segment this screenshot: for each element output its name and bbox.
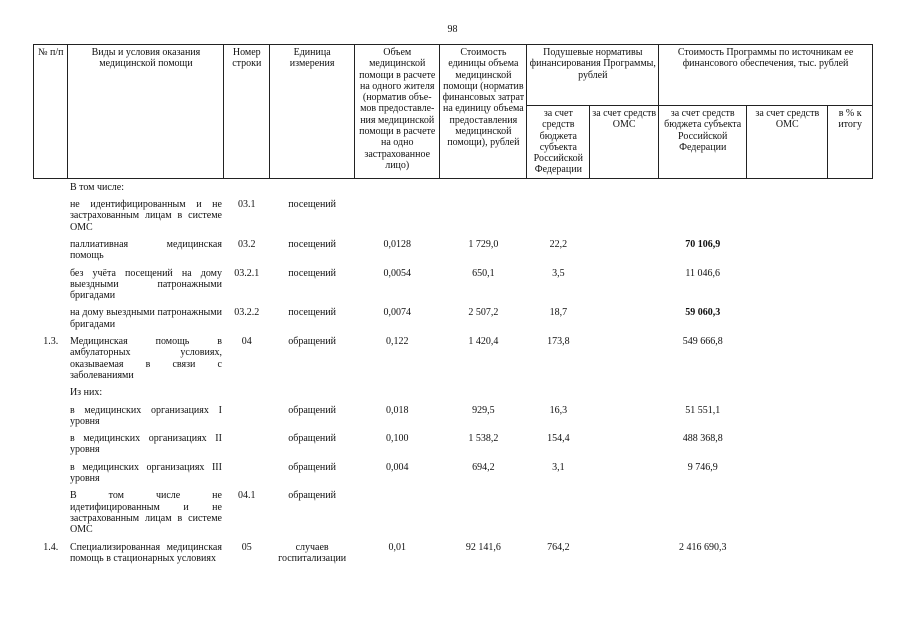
row-cost: 1 420,4 [468, 336, 499, 348]
row-code [224, 430, 270, 459]
row-number [34, 459, 68, 488]
row-sum-budget: 70 106,9 [685, 238, 721, 250]
row-code: 04.1 [238, 490, 256, 502]
row-sum-pct [828, 265, 873, 305]
table-subheading-row [34, 384, 873, 401]
header-program: Стоимость Программы по источникам ее финансового обеспечения, тыс. рублей [659, 45, 873, 106]
row-sum-budget: 51 551,1 [685, 404, 721, 416]
row-norm-budget: 16,3 [549, 404, 568, 416]
table-row [34, 236, 873, 265]
row-volume: 0,01 [388, 541, 406, 553]
row-code [224, 402, 270, 431]
row-norm-oms [590, 236, 659, 265]
row-sum-pct [828, 304, 873, 333]
row-sum-pct [828, 539, 873, 568]
header-norms: Подушевые нормативы финансирования Программы, рублей [527, 45, 659, 106]
row-unit: обращений [288, 404, 336, 416]
row-unit: случаев госпитализации [278, 541, 347, 564]
row-code: 04 [241, 336, 252, 348]
header-code: Номер строки [224, 45, 270, 179]
header-name: Виды и условия оказания медицинской помощи [68, 45, 224, 179]
row-number: 1.4. [43, 541, 59, 553]
row-number [34, 430, 68, 459]
row-volume: 0,018 [385, 404, 409, 416]
row-norm-oms [590, 265, 659, 305]
row-norm-budget: 3,1 [552, 461, 565, 473]
row-sum-budget [659, 196, 747, 236]
row-cost: 1 538,2 [468, 433, 499, 445]
row-name: в медицинских организациях II уровня [69, 433, 222, 456]
row-code: 05 [241, 541, 252, 553]
row-sum-budget [659, 487, 747, 538]
row-cost: 92 141,6 [465, 541, 501, 553]
row-volume: 0,122 [385, 336, 409, 348]
row-number [34, 384, 68, 401]
row-sum-oms [747, 402, 828, 431]
table-subheading-row [34, 178, 873, 196]
row-sum-pct [828, 196, 873, 236]
row-code: 03.2.1 [234, 267, 260, 279]
row-norm-oms [590, 459, 659, 488]
row-sum-oms [747, 236, 828, 265]
row-cost: 694,2 [472, 461, 495, 473]
header-norms-oms: за счет средств ОМС [590, 106, 659, 179]
row-volume: 0,0054 [383, 267, 411, 279]
row-sum-budget: 488 368,8 [682, 433, 723, 445]
row-norm-budget: 18,7 [549, 307, 568, 319]
row-cost: 650,1 [472, 267, 495, 279]
row-sum-budget: 549 666,8 [682, 336, 723, 348]
row-unit: посещений [288, 238, 337, 250]
row-sum-oms [747, 333, 828, 384]
row-sum-pct [828, 402, 873, 431]
row-subheading: Из них: [69, 387, 103, 399]
row-name: В том числе не идетифицированным и не застрахованным лицам в системе ОМС [69, 490, 222, 536]
row-norm-budget: 173,8 [547, 336, 570, 348]
row-unit: обращений [288, 433, 336, 445]
row-name: Медицинская помощь в амбулаторных условиях, оказываемая в связи с заболеваниями [69, 336, 222, 381]
table-row [34, 430, 873, 459]
row-norm-budget: 3,5 [552, 267, 565, 279]
row-number [34, 178, 68, 196]
row-unit: посещений [288, 199, 337, 211]
row-norm-oms [590, 539, 659, 568]
row-norm-budget: 764,2 [547, 541, 570, 553]
row-volume: 0,0074 [383, 307, 411, 319]
row-code: 03.2 [238, 238, 256, 250]
row-name: в медицинских организациях I уровня [69, 404, 222, 427]
row-norm-oms [590, 430, 659, 459]
row-number [34, 196, 68, 236]
row-sum-pct [828, 430, 873, 459]
row-volume: 0,0128 [383, 238, 411, 250]
table-row [34, 333, 873, 384]
row-name: Специализированная медицинская помощь в стационарных условиях [69, 541, 222, 564]
header-cost: Стоимость единицы объема медицинской помощи (норматив финансовых затрат на единицу объема предоставления медицинской помощи), рублей [440, 45, 527, 179]
row-number [34, 265, 68, 305]
row-cost [440, 196, 527, 236]
table-body [34, 178, 873, 567]
row-sum-pct [828, 333, 873, 384]
row-volume [355, 196, 440, 236]
row-norm-budget [527, 487, 590, 538]
row-sum-budget: 11 046,6 [685, 267, 721, 279]
row-name: не идентифицированным и не застрахованным лицам в системе ОМС [69, 199, 222, 233]
row-number [34, 304, 68, 333]
row-sum-oms [747, 430, 828, 459]
row-norm-budget: 154,4 [547, 433, 570, 445]
row-norm-budget [527, 196, 590, 236]
header-program-oms: за счет средств ОМС [747, 106, 828, 179]
row-name: в медицинских организациях III уровня [69, 461, 222, 485]
row-cost: 2 507,2 [468, 307, 499, 319]
row-norm-oms [590, 402, 659, 431]
program-cost-table [33, 44, 873, 567]
row-volume: 0,004 [385, 461, 409, 473]
table-row [34, 196, 873, 236]
row-sum-budget: 59 060,3 [685, 307, 721, 319]
row-sum-pct [828, 459, 873, 488]
row-sum-oms [747, 196, 828, 236]
row-cost: 929,5 [472, 404, 495, 416]
table-row [34, 304, 873, 333]
row-norm-oms [590, 487, 659, 538]
row-code [224, 459, 270, 488]
row-number [34, 487, 68, 538]
row-cost [440, 487, 527, 538]
row-volume [355, 487, 440, 538]
row-sum-oms [747, 265, 828, 305]
row-norm-oms [590, 196, 659, 236]
table-row [34, 402, 873, 431]
page-number: 98 [447, 24, 458, 35]
row-sum-oms [747, 304, 828, 333]
row-name: на дому выездными патронажными бригадами [69, 307, 222, 330]
row-unit: посещений [288, 267, 337, 279]
row-sum-oms [747, 539, 828, 568]
table-row [34, 539, 873, 568]
row-sum-oms [747, 487, 828, 538]
row-sum-budget: 2 416 690,3 [678, 541, 727, 553]
row-norm-oms [590, 333, 659, 384]
row-name: без учёта посещений на дому выездными патронажными бригадами [69, 267, 222, 302]
row-code: 03.2.2 [234, 307, 260, 319]
header-unit: Единица измерения [270, 45, 355, 179]
row-unit: обращений [288, 490, 336, 502]
table-row [34, 265, 873, 305]
row-norm-budget: 22,2 [549, 238, 568, 250]
row-unit: обращений [288, 336, 336, 348]
row-name: паллиативная медицинская помощь [69, 238, 222, 262]
row-number [34, 402, 68, 431]
table-row [34, 487, 873, 538]
table-row [34, 459, 873, 488]
header-num: № п/п [34, 45, 68, 179]
row-sum-pct [828, 487, 873, 538]
row-volume: 0,100 [385, 433, 409, 445]
row-unit: посещений [288, 307, 337, 319]
header-program-pct: в % к итогу [828, 106, 873, 179]
header-volume: Объем медицинской помощи в расчете на одного жителя (норматив объе-мов предоставле-ния медицинской помощи в расчете на одно застрахованное лицо) [355, 45, 440, 179]
row-cost: 1 729,0 [468, 238, 499, 250]
header-program-budget: за счет средств бюджета субъекта Российской Федерации [659, 106, 747, 179]
row-norm-oms [590, 304, 659, 333]
row-sum-pct [828, 236, 873, 265]
row-number [34, 236, 68, 265]
row-unit: обращений [288, 461, 336, 473]
row-subheading: В том числе: [69, 181, 125, 193]
row-sum-budget: 9 746,9 [687, 461, 718, 473]
header-norms-budget: за счет средств бюджета субъекта Российской Федерации [527, 106, 590, 179]
row-sum-oms [747, 459, 828, 488]
row-number: 1.3. [43, 336, 59, 348]
row-code: 03.1 [238, 199, 256, 211]
